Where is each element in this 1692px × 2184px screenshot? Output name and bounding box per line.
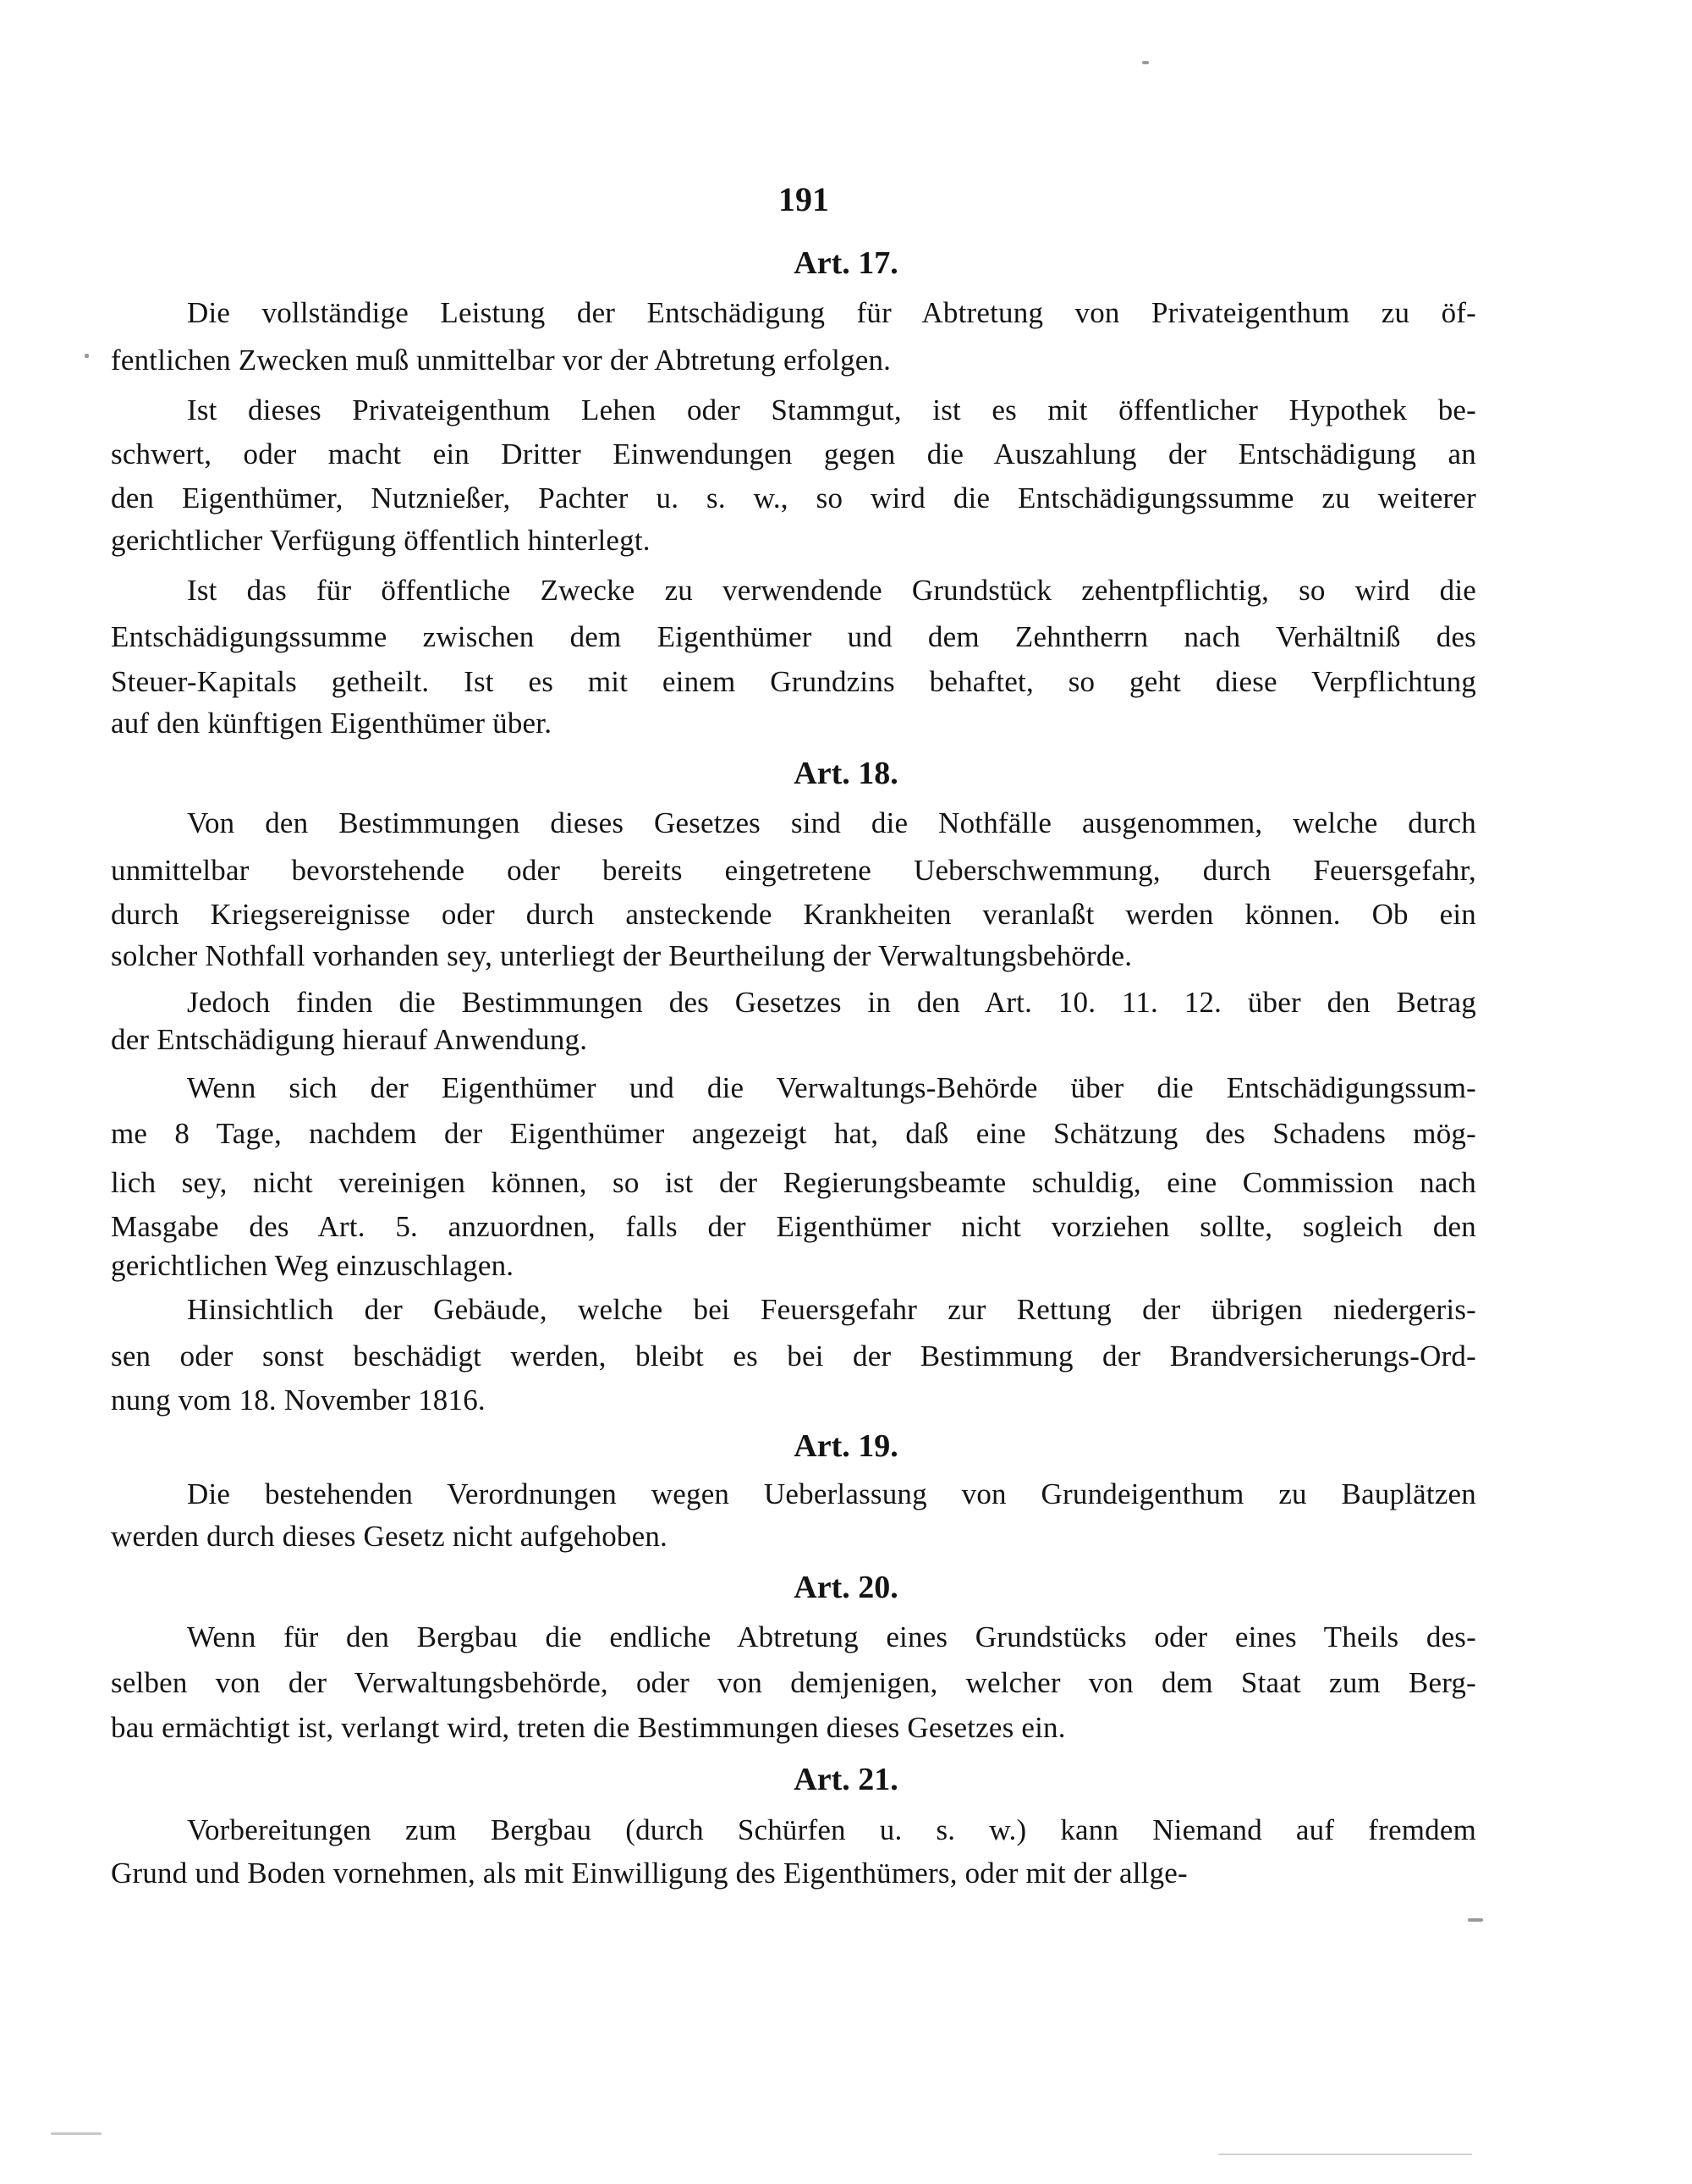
scan-speck: [1218, 2154, 1472, 2155]
paragraph-line: Vorbereitungen zum Bergbau (durch Schürfen u. s. w.) kann Niemand auf fremdem: [187, 1813, 1476, 1846]
paragraph-line: durch Kriegsereignisse oder durch ansteckende Krankheiten veranlaßt werden können. Ob ein: [111, 898, 1476, 931]
paragraph-line: Ist das für öffentliche Zwecke zu verwendende Grundstück zehentpflichtig, so wird die: [187, 574, 1476, 607]
scan-speck: [51, 2132, 102, 2135]
paragraph-line: der Entschädigung hierauf Anwendung.: [111, 1023, 588, 1056]
scan-speck: [1142, 61, 1149, 64]
paragraph-line: lich sey, nicht vereinigen können, so ist der Regierungsbeamte schuldig, eine Commission nach: [111, 1166, 1476, 1199]
paragraph-line: nung vom 18. November 1816.: [111, 1384, 486, 1417]
paragraph-line: Wenn sich der Eigenthümer und die Verwaltungs-Behörde über die Entschädigungssum-: [187, 1071, 1476, 1104]
paragraph-line: Die bestehenden Verordnungen wegen Ueberlassung von Grundeigenthum zu Bauplätzen: [187, 1477, 1476, 1510]
paragraph-line: Jedoch finden die Bestimmungen des Gesetzes in den Art. 10. 11. 12. über den Betrag: [187, 986, 1476, 1019]
paragraph-line: Masgabe des Art. 5. anzuordnen, falls der Eigenthümer nicht vorziehen sollte, sogleich den: [111, 1210, 1476, 1243]
paragraph-line: Steuer-Kapitals getheilt. Ist es mit einem Grundzins behaftet, so geht diese Verpflichtung: [111, 665, 1476, 698]
paragraph-line: selben von der Verwaltungsbehörde, oder von demjenigen, welcher von dem Staat zum Berg-: [111, 1666, 1476, 1699]
article-heading: Art. 20.: [794, 1570, 898, 1605]
paragraph-line: den Eigenthümer, Nutznießer, Pachter u. s. w., so wird die Entschädigungssumme zu weiterer: [111, 481, 1476, 514]
paragraph-line: Von den Bestimmungen dieses Gesetzes sind die Nothfälle ausgenommen, welche durch: [187, 806, 1476, 839]
paragraph-line: Wenn für den Bergbau die endliche Abtretung eines Grundstücks oder eines Theils des-: [187, 1620, 1476, 1653]
paragraph-line: bau ermächtigt ist, verlangt wird, treten die Bestimmungen dieses Gesetzes ein.: [111, 1711, 1066, 1744]
scan-speck: [1468, 1918, 1483, 1922]
paragraph-line: gerichtlichen Weg einzuschlagen.: [111, 1249, 514, 1282]
paragraph-line: werden durch dieses Gesetz nicht aufgehoben.: [111, 1520, 667, 1553]
page-number: 191: [778, 180, 829, 218]
paragraph-line: me 8 Tage, nachdem der Eigenthümer angezeigt hat, daß eine Schätzung des Schadens mög-: [111, 1117, 1476, 1150]
article-heading: Art. 18.: [794, 756, 898, 791]
article-heading: Art. 19.: [794, 1428, 898, 1464]
paragraph-line: auf den künftigen Eigenthümer über.: [111, 707, 552, 740]
paragraph-line: Hinsichtlich der Gebäude, welche bei Feuersgefahr zur Rettung der übrigen niedergeris-: [187, 1293, 1476, 1326]
paragraph-line: schwert, oder macht ein Dritter Einwendungen gegen die Auszahlung der Entschädigung an: [111, 437, 1476, 470]
paragraph-line: fentlichen Zwecken muß unmittelbar vor der Abtretung erfolgen.: [111, 344, 892, 377]
article-heading: Art. 17.: [794, 245, 898, 281]
paragraph-line: unmittelbar bevorstehende oder bereits eingetretene Ueberschwemmung, durch Feuersgefahr,: [111, 854, 1476, 887]
article-heading: Art. 21.: [794, 1762, 898, 1797]
paragraph-line: Grund und Boden vornehmen, als mit Einwilligung des Eigenthümers, oder mit der allge-: [111, 1857, 1188, 1890]
paragraph-line: Die vollständige Leistung der Entschädigung für Abtretung von Privateigenthum zu öf-: [187, 296, 1476, 329]
paragraph-line: sen oder sonst beschädigt werden, bleibt es bei der Bestimmung der Brandversicherungs-Ord-: [111, 1340, 1476, 1373]
paragraph-line: Entschädigungssumme zwischen dem Eigenthümer und dem Zehntherrn nach Verhältniß des: [111, 620, 1476, 653]
scan-speck: [85, 354, 89, 358]
paragraph-line: Ist dieses Privateigenthum Lehen oder Stammgut, ist es mit öffentlicher Hypothek be-: [187, 393, 1476, 426]
paragraph-line: solcher Nothfall vorhanden sey, unterliegt der Beurtheilung der Verwaltungsbehörde.: [111, 939, 1133, 972]
paragraph-line: gerichtlicher Verfügung öffentlich hinterlegt.: [111, 524, 651, 557]
